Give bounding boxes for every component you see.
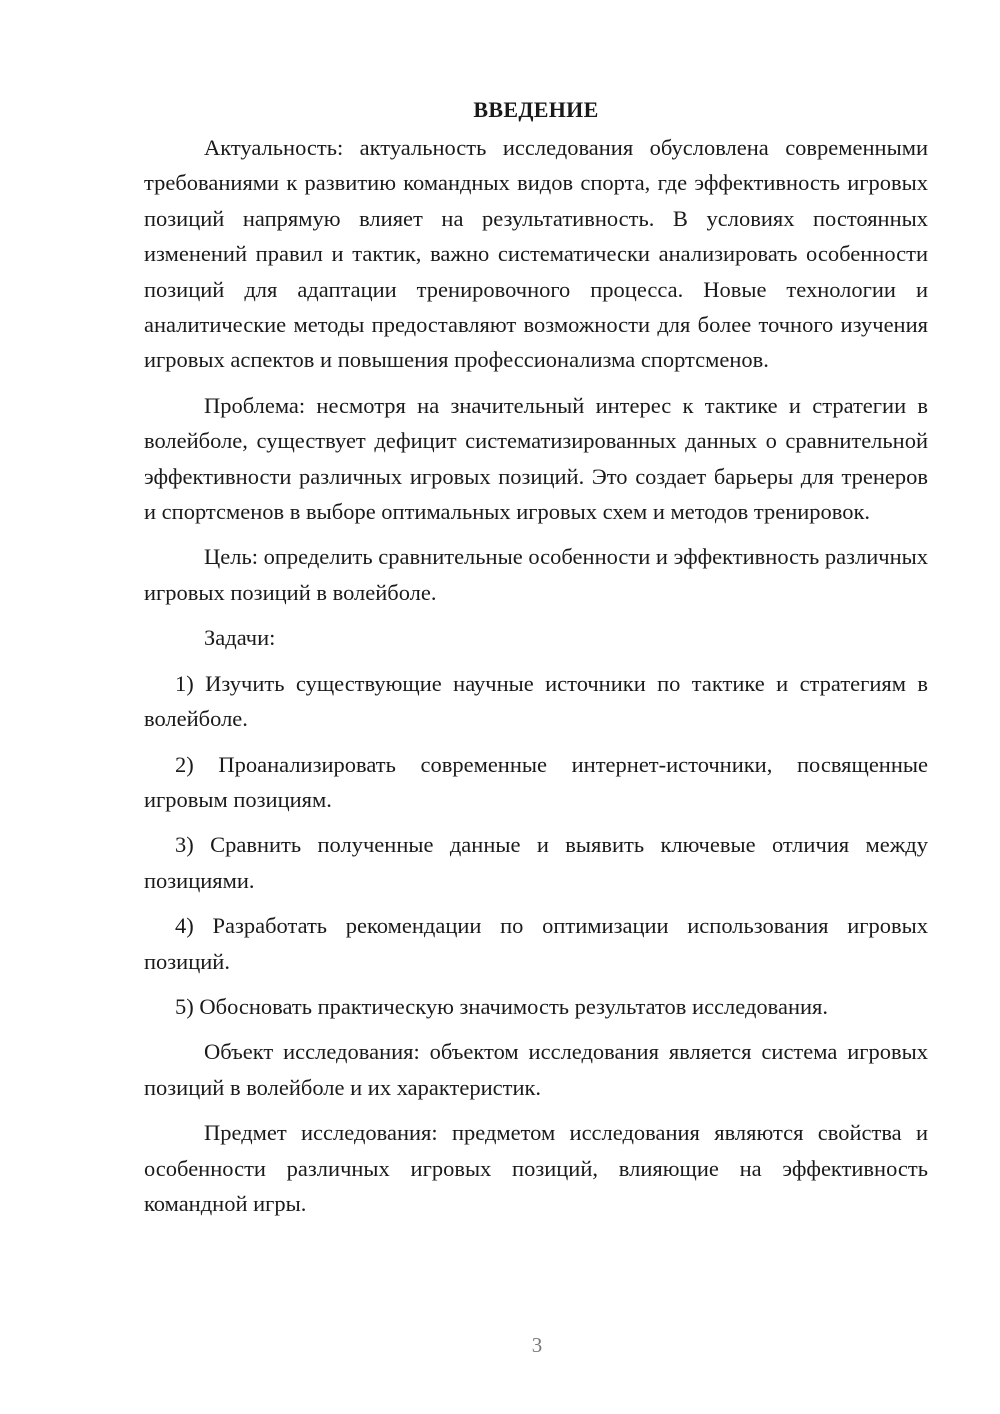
problem-paragraph: Проблема: несмотря на значительный интерес к тактике и стратегии в волейболе, существует дефицит систематизированных данных о сравнительной эффективности различных игровых позиций. Это создает барьеры для тренеров и спортсменов в выборе оптимальных игровых схем и методов тренировок.: [144, 392, 928, 525]
document-page: [144, 92, 928, 1231]
relevance-paragraph: Актуальность: актуальность исследования обусловлена современными требованиями к развитию командных видов спорта, где эффективность игровых позиций напрямую влияет на результативность. В условиях постоянных изменений правил и тактик, важно систематически анализировать особенности позиций для адаптации тренировочного процесса. Новые технологии и аналитические методы предоставляют возможности для более точного изучения игровых аспектов и повышения профессионализма спортсменов.: [144, 135, 928, 373]
goal-paragraph: Цель: определить сравнительные особенности и эффективность различных игровых позиций в волейболе.: [144, 544, 928, 605]
page-number: 3: [531, 1333, 543, 1357]
task-item-5: 5) Обосновать практическую значимость результатов исследования.: [175, 993, 829, 1019]
task-item-2: 2) Проанализировать современные интернет-источники, посвященные игровым позициям.: [144, 751, 928, 812]
task-item-4: 4) Разработать рекомендации по оптимизации использования игровых позиций.: [144, 913, 928, 974]
tasks-heading: Задачи:: [204, 625, 276, 651]
object-paragraph: Объект исследования: объектом исследования является система игровых позиций в волейболе и их характеристик.: [144, 1039, 928, 1100]
task-item-3: 3) Сравнить полученные данные и выявить ключевые отличия между позициями.: [144, 832, 928, 893]
task-item-1: 1) Изучить существующие научные источники по тактике и стратегиям в волейболе.: [144, 670, 928, 732]
subject-paragraph: Предмет исследования: предметом исследования являются свойства и особенности различных игровых позиций, влияющие на эффективность командной игры.: [144, 1120, 928, 1216]
page-title: ВВЕДЕНИЕ: [473, 97, 599, 122]
